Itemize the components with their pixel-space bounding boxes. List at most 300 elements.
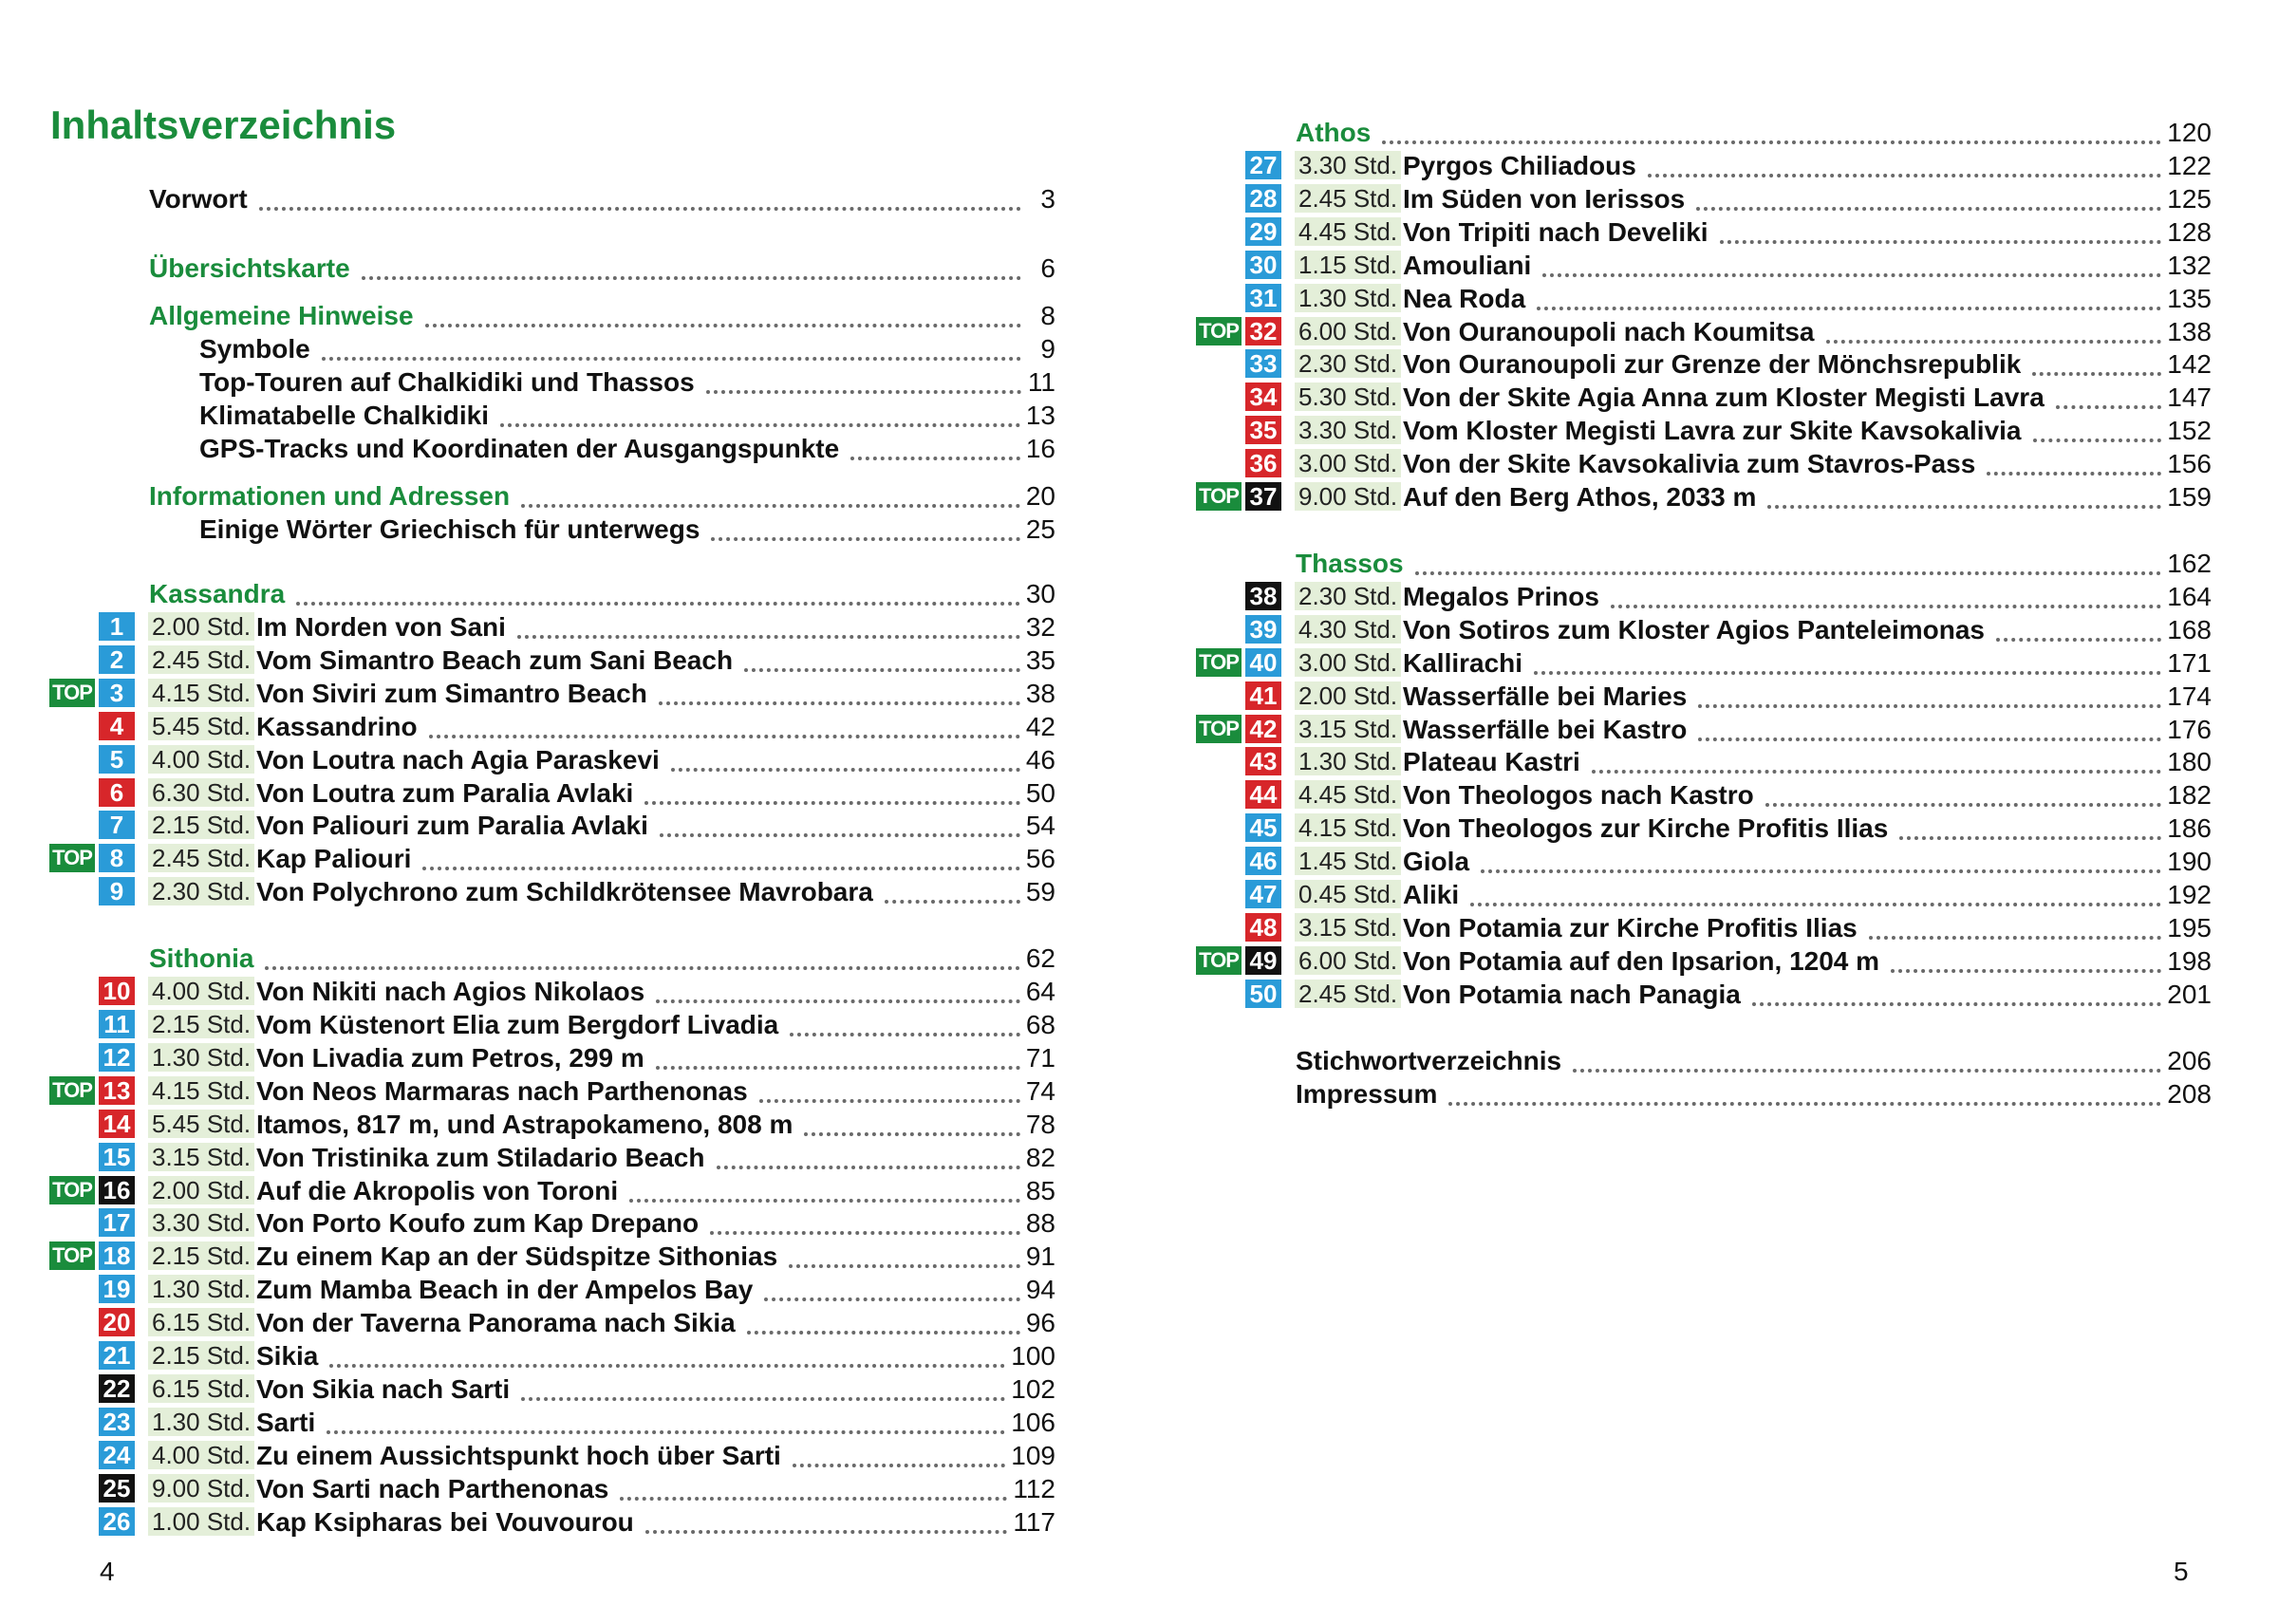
tour-duration: 6.15 Std. <box>148 1308 254 1336</box>
tour-page: 64 <box>1025 977 1055 1007</box>
tour-entry[interactable] <box>1403 215 2212 249</box>
tour-number-badge: 37 <box>1245 482 1281 511</box>
tour-page: 171 <box>2167 647 2212 678</box>
leader-dots <box>1415 570 2162 575</box>
tour-number-badge: 49 <box>1245 946 1281 975</box>
entry-page: 8 <box>1040 301 1055 330</box>
tour-title: Kap Paliouri <box>256 844 412 874</box>
tour-duration: 2.45 Std. <box>1295 184 1401 213</box>
entry-label: Symbole <box>199 334 310 364</box>
leader-dots <box>789 1263 1020 1268</box>
top-badge: TOP <box>1196 648 1242 677</box>
tour-number-badge: 44 <box>1245 780 1281 809</box>
tour-title: Von Neos Marmaras nach Parthenonas <box>256 1075 748 1106</box>
tour-number-badge: 21 <box>99 1341 135 1370</box>
tour-number-badge: 40 <box>1245 648 1281 677</box>
entry-label: Sithonia <box>149 943 254 974</box>
page-title: Inhaltsverzeichnis <box>50 103 397 147</box>
tour-number-badge: 31 <box>1245 284 1281 312</box>
tour-entry[interactable] <box>1403 778 2212 812</box>
tour-entry[interactable] <box>1403 680 2212 713</box>
tour-page: 201 <box>2167 979 2212 1009</box>
tour-number-badge: 18 <box>99 1241 135 1270</box>
entry-label: Thassos <box>1296 548 1404 578</box>
tour-entry[interactable] <box>1403 978 2212 1011</box>
tour-duration: 5.45 Std. <box>148 712 254 740</box>
entry-page: 25 <box>1025 514 1055 544</box>
leader-dots <box>1752 1001 2161 1006</box>
tour-number-badge: 7 <box>99 811 135 839</box>
tour-number-badge: 19 <box>99 1275 135 1303</box>
section-heading[interactable] <box>1296 116 2212 149</box>
tour-duration: 3.15 Std. <box>1295 913 1401 942</box>
tour-title: Kallirachi <box>1403 647 1523 678</box>
entry-page: 11 <box>1027 367 1055 397</box>
leader-dots <box>265 965 1019 970</box>
tour-title: Von der Skite Kavsokalivia zum Stavros-Pass <box>1403 449 1976 479</box>
tour-number-badge: 32 <box>1245 317 1281 345</box>
leader-dots <box>1891 968 2161 973</box>
tour-entry[interactable] <box>1403 182 2212 215</box>
tour-number-badge: 22 <box>99 1374 135 1403</box>
leader-dots <box>327 1429 1005 1434</box>
tour-entry[interactable] <box>256 1472 1055 1505</box>
tour-title: Vom Kloster Megisti Lavra zur Skite Kavsokalivia <box>1403 416 2022 446</box>
tour-title: Von Theologos zur Kirche Profitis Ilias <box>1403 813 1889 844</box>
tour-page: 35 <box>1025 644 1055 675</box>
tour-number-badge: 47 <box>1245 880 1281 908</box>
tour-title: Kap Ksipharas bei Vouvourou <box>256 1506 634 1537</box>
tour-duration: 6.00 Std. <box>1295 946 1401 975</box>
leader-dots <box>1448 1101 2161 1106</box>
tour-entry[interactable] <box>256 1108 1055 1141</box>
entry-page: 3 <box>1040 184 1055 214</box>
tour-title: Von Loutra nach Agia Paraskevi <box>256 744 660 775</box>
tour-entry[interactable] <box>256 1141 1055 1174</box>
leader-dots <box>885 899 1020 904</box>
tour-page: 46 <box>1025 744 1055 775</box>
tour-duration: 2.00 Std. <box>148 612 254 641</box>
tour-title: Plateau Kastri <box>1403 747 1580 777</box>
tour-number-badge: 3 <box>99 679 135 707</box>
tour-page: 152 <box>2167 416 2212 446</box>
leader-dots <box>329 1363 1005 1368</box>
tour-duration: 3.00 Std. <box>1295 449 1401 477</box>
tour-duration: 1.15 Std. <box>1295 251 1401 279</box>
tour-page: 54 <box>1025 811 1055 841</box>
tour-page: 71 <box>1025 1042 1055 1073</box>
tour-duration: 2.15 Std. <box>148 1010 254 1038</box>
tour-duration: 4.15 Std. <box>1295 813 1401 842</box>
section-heading[interactable] <box>1296 547 2212 580</box>
tour-entry[interactable] <box>1403 613 2212 646</box>
leader-dots <box>659 700 1020 705</box>
leader-dots <box>1470 902 2161 906</box>
top-badge: TOP <box>49 1176 95 1204</box>
tour-number-badge: 16 <box>99 1176 135 1204</box>
leader-dots <box>2032 371 2161 376</box>
tour-title: Zum Mamba Beach in der Ampelos Bay <box>256 1275 754 1305</box>
tour-title: Auf die Akropolis von Toroni <box>256 1175 619 1205</box>
tour-page: 42 <box>1025 711 1055 741</box>
tour-page: 106 <box>1011 1407 1055 1437</box>
tour-entry[interactable] <box>1403 447 2212 480</box>
tour-entry[interactable] <box>256 1505 1055 1539</box>
entry-page: 13 <box>1025 401 1055 430</box>
tour-page: 78 <box>1025 1109 1055 1139</box>
leader-dots <box>1767 504 2161 509</box>
tour-duration: 2.15 Std. <box>148 1341 254 1370</box>
tour-entry[interactable] <box>256 1074 1055 1108</box>
tour-title: Megalos Prinos <box>1403 581 1599 611</box>
tour-number-badge: 10 <box>99 977 135 1005</box>
tour-number-badge: 39 <box>1245 615 1281 644</box>
leader-dots <box>521 503 1020 508</box>
tour-number-badge: 17 <box>99 1208 135 1237</box>
tour-entry[interactable] <box>256 1240 1055 1273</box>
entry-label: Einige Wörter Griechisch für unterwegs <box>199 514 700 544</box>
tour-entry[interactable] <box>1403 911 2212 944</box>
tour-title: Von Sikia nach Sarti <box>256 1373 511 1404</box>
tour-page: 68 <box>1025 1010 1055 1039</box>
tour-duration: 4.45 Std. <box>1295 780 1401 809</box>
tour-page: 122 <box>2167 151 2212 180</box>
tour-entry[interactable] <box>1403 315 2212 348</box>
tour-page: 125 <box>2167 183 2212 214</box>
tour-duration: 2.30 Std. <box>1295 349 1401 378</box>
tour-page: 102 <box>1011 1373 1055 1404</box>
tour-number-badge: 27 <box>1245 151 1281 179</box>
tour-title: Von Polychrono zum Schildkrötensee Mavrobara <box>256 877 873 907</box>
toc-entry[interactable] <box>199 432 1055 465</box>
toc-entry[interactable] <box>199 513 1055 546</box>
tour-number-badge: 48 <box>1245 913 1281 942</box>
tour-page: 56 <box>1025 844 1055 874</box>
leader-dots <box>1382 140 2161 144</box>
tour-entry[interactable] <box>256 809 1055 842</box>
tour-title: Aliki <box>1403 880 1460 909</box>
leader-dots <box>645 1529 1008 1534</box>
tour-entry[interactable] <box>256 677 1055 710</box>
tour-entry[interactable] <box>256 1406 1055 1439</box>
entry-page: 9 <box>1040 334 1055 364</box>
tour-number-badge: 23 <box>99 1408 135 1436</box>
top-badge: TOP <box>49 1076 95 1105</box>
entry-page: 62 <box>1025 943 1055 974</box>
tour-number-badge: 9 <box>99 877 135 905</box>
tour-duration: 6.00 Std. <box>1295 317 1401 345</box>
tour-duration: 4.15 Std. <box>148 679 254 707</box>
leader-dots <box>1899 835 2161 840</box>
tour-entry[interactable] <box>1403 812 2212 845</box>
tour-title: Von Theologos nach Kastro <box>1403 780 1754 811</box>
tour-entry[interactable] <box>1403 414 2212 447</box>
tour-number-badge: 50 <box>1245 980 1281 1008</box>
tour-entry[interactable] <box>1403 713 2212 746</box>
tour-entry[interactable] <box>1403 149 2212 182</box>
toc-entry[interactable] <box>1296 1077 2212 1111</box>
tour-title: Sarti <box>256 1407 316 1437</box>
tour-duration: 4.30 Std. <box>1295 615 1401 644</box>
leader-dots <box>764 1297 1020 1301</box>
tour-duration: 1.30 Std. <box>1295 747 1401 775</box>
tour-number-badge: 2 <box>99 645 135 674</box>
leader-dots <box>259 206 1021 211</box>
tour-page: 176 <box>2167 714 2212 744</box>
leader-dots <box>660 832 1020 837</box>
tour-entry[interactable] <box>256 1206 1055 1240</box>
leader-dots <box>850 456 1020 460</box>
leader-dots <box>717 1165 1020 1169</box>
tour-title: Von Sarti nach Parthenonas <box>256 1473 609 1503</box>
leader-dots <box>1698 703 2161 708</box>
tour-entry[interactable] <box>1403 845 2212 878</box>
toc-entry[interactable] <box>199 332 1055 365</box>
tour-number-badge: 4 <box>99 712 135 740</box>
tour-page: 180 <box>2167 747 2212 777</box>
tour-duration: 2.45 Std. <box>148 645 254 674</box>
tour-duration: 9.00 Std. <box>1295 482 1401 511</box>
tour-page: 82 <box>1025 1142 1055 1172</box>
tour-page: 174 <box>2167 681 2212 711</box>
tour-number-badge: 12 <box>99 1043 135 1072</box>
tour-title: Von Ouranoupoli nach Koumitsa <box>1403 316 1815 346</box>
entry-page: 162 <box>2167 548 2212 578</box>
tour-entry[interactable] <box>256 842 1055 875</box>
tour-duration: 3.15 Std. <box>1295 715 1401 743</box>
toc-entry[interactable] <box>149 299 1055 332</box>
tour-entry[interactable] <box>256 776 1055 810</box>
tour-duration: 4.45 Std. <box>1295 217 1401 246</box>
tour-page: 74 <box>1025 1075 1055 1106</box>
leader-dots <box>1611 604 2161 608</box>
top-badge: TOP <box>49 679 95 707</box>
tour-duration: 4.15 Std. <box>148 1076 254 1105</box>
tour-entry[interactable] <box>256 710 1055 743</box>
tour-page: 192 <box>2167 880 2212 909</box>
leader-dots <box>2056 404 2162 409</box>
tour-entry[interactable] <box>1403 580 2212 613</box>
tour-title: Von der Skite Agia Anna zum Kloster Megisti Lavra <box>1403 383 2045 413</box>
tour-entry[interactable] <box>256 1439 1055 1472</box>
tour-duration: 3.30 Std. <box>1295 416 1401 444</box>
tour-title: Itamos, 817 m, und Astrapokameno, 808 m <box>256 1109 794 1139</box>
tour-number-badge: 36 <box>1245 449 1281 477</box>
tour-title: Von Tristinika zum Stiladario Beach <box>256 1142 705 1172</box>
tour-number-badge: 15 <box>99 1143 135 1171</box>
tour-title: Zu einem Aussichtspunkt hoch über Sarti <box>256 1440 781 1470</box>
leader-dots <box>1720 239 2162 244</box>
tour-number-badge: 46 <box>1245 847 1281 875</box>
toc-entry[interactable] <box>199 365 1055 399</box>
tour-duration: 3.15 Std. <box>148 1143 254 1171</box>
tour-entry[interactable] <box>1403 249 2212 282</box>
entry-page: 6 <box>1040 253 1055 283</box>
tour-title: Giola <box>1403 847 1470 877</box>
entry-page: 16 <box>1025 434 1055 463</box>
entry-label: Athos <box>1296 118 1372 147</box>
leader-dots <box>656 1065 1020 1070</box>
tour-duration: 2.00 Std. <box>1295 681 1401 710</box>
leader-dots <box>422 866 1019 870</box>
tour-entry[interactable] <box>256 1339 1055 1372</box>
tour-title: Von Potamia nach Panagia <box>1403 979 1741 1009</box>
tour-number-badge: 34 <box>1245 383 1281 411</box>
top-badge: TOP <box>1196 317 1242 345</box>
leader-dots <box>706 389 1021 394</box>
leader-dots <box>656 999 1020 1003</box>
leader-dots <box>517 634 1020 639</box>
leader-dots <box>429 734 1020 738</box>
tour-title: Von Potamia zur Kirche Profitis Ilias <box>1403 912 1858 943</box>
tour-entry[interactable] <box>256 1306 1055 1339</box>
tour-title: Von Loutra zum Paralia Avlaki <box>256 777 634 808</box>
entry-label: GPS-Tracks und Koordinaten der Ausgangspunkte <box>199 434 840 463</box>
tour-number-badge: 8 <box>99 844 135 872</box>
tour-entry[interactable] <box>1403 646 2212 680</box>
entry-label: Stichwortverzeichnis <box>1296 1045 1562 1075</box>
tour-page: 85 <box>1025 1175 1055 1205</box>
tour-number-badge: 41 <box>1245 681 1281 710</box>
tour-title: Von der Taverna Panorama nach Sikia <box>256 1308 736 1338</box>
tour-duration: 2.45 Std. <box>1295 980 1401 1008</box>
tour-duration: 5.45 Std. <box>148 1110 254 1138</box>
tour-page: 109 <box>1011 1440 1055 1470</box>
entry-label: Klimatabelle Chalkidiki <box>199 401 489 430</box>
tour-duration: 9.00 Std. <box>148 1474 254 1503</box>
leader-dots <box>711 536 1019 541</box>
tour-duration: 6.30 Std. <box>148 778 254 807</box>
leader-dots <box>747 1330 1020 1335</box>
tour-entry[interactable] <box>1403 745 2212 778</box>
tour-duration: 2.45 Std. <box>148 844 254 872</box>
tour-entry[interactable] <box>1403 944 2212 978</box>
tour-page: 94 <box>1025 1275 1055 1305</box>
tour-number-badge: 5 <box>99 745 135 774</box>
tour-entry[interactable] <box>256 975 1055 1008</box>
tour-page: 159 <box>2167 482 2212 512</box>
tour-duration: 1.30 Std. <box>148 1275 254 1303</box>
leader-dots <box>1826 339 2162 344</box>
leader-dots <box>759 1098 1020 1103</box>
tour-title: Im Süden von Ierissos <box>1403 183 1686 214</box>
tour-entry[interactable] <box>256 1372 1055 1406</box>
tour-number-badge: 29 <box>1245 217 1281 246</box>
tour-page: 50 <box>1025 777 1055 808</box>
toc-entry[interactable] <box>199 399 1055 432</box>
tour-number-badge: 6 <box>99 778 135 807</box>
tour-title: Vom Simantro Beach zum Sani Beach <box>256 644 734 675</box>
tour-entry[interactable] <box>256 1008 1055 1041</box>
tour-number-badge: 14 <box>99 1110 135 1138</box>
tour-entry[interactable] <box>1403 347 2212 381</box>
tour-page: 117 <box>1013 1506 1055 1537</box>
tour-page: 91 <box>1025 1241 1055 1272</box>
tour-page: 112 <box>1013 1473 1055 1503</box>
tour-page: 195 <box>2167 912 2212 943</box>
tour-page: 132 <box>2167 250 2212 280</box>
section-heading[interactable] <box>149 577 1055 610</box>
entry-label: Übersichtskarte <box>149 253 350 283</box>
tour-number-badge: 1 <box>99 612 135 641</box>
tour-title: Pyrgos Chiliadous <box>1403 151 1636 180</box>
tour-title: Von Paliouri zum Paralia Avlaki <box>256 811 648 841</box>
entry-label: Vorwort <box>149 184 248 214</box>
tour-entry[interactable] <box>1403 282 2212 315</box>
tour-page: 96 <box>1025 1308 1055 1338</box>
leader-dots <box>744 667 1020 672</box>
entry-page: 120 <box>2167 118 2212 147</box>
leader-dots <box>1537 306 2161 310</box>
leader-dots <box>500 422 1020 427</box>
leader-dots <box>1573 1068 2161 1073</box>
leader-dots <box>1698 737 2161 741</box>
tour-page: 182 <box>2167 780 2212 811</box>
tour-duration: 2.15 Std. <box>148 1241 254 1270</box>
tour-entry[interactable] <box>1403 480 2212 513</box>
tour-duration: 4.00 Std. <box>148 745 254 774</box>
tour-entry[interactable] <box>1403 878 2212 911</box>
tour-title: Vom Küstenort Elia zum Bergdorf Livadia <box>256 1010 779 1039</box>
tour-entry[interactable] <box>256 1041 1055 1074</box>
tour-title: Von Tripiti nach Develiki <box>1403 216 1708 247</box>
toc-entry[interactable] <box>149 252 1055 285</box>
entry-page: 30 <box>1025 579 1055 608</box>
tour-duration: 2.30 Std. <box>1295 582 1401 610</box>
tour-page: 138 <box>2167 316 2212 346</box>
tour-title: Wasserfälle bei Maries <box>1403 681 1688 711</box>
toc-entry[interactable] <box>149 479 1055 513</box>
tour-entry[interactable] <box>256 1273 1055 1306</box>
tour-title: Von Siviri zum Simantro Beach <box>256 678 647 708</box>
tour-duration: 3.30 Std. <box>1295 151 1401 179</box>
tour-page: 164 <box>2167 581 2212 611</box>
tour-duration: 2.30 Std. <box>148 877 254 905</box>
tour-title: Nea Roda <box>1403 283 1526 313</box>
tour-entry[interactable] <box>256 610 1055 644</box>
tour-duration: 1.30 Std. <box>148 1043 254 1072</box>
tour-number-badge: 25 <box>99 1474 135 1503</box>
tour-page: 32 <box>1025 612 1055 642</box>
leader-dots <box>1696 206 2161 211</box>
section-heading[interactable] <box>149 942 1055 975</box>
tour-number-badge: 13 <box>99 1076 135 1105</box>
tour-page: 198 <box>2167 945 2212 976</box>
tour-page: 135 <box>2167 283 2212 313</box>
leader-dots <box>1534 670 2161 675</box>
toc-entry[interactable] <box>1296 1044 2212 1077</box>
tour-entry[interactable] <box>256 1174 1055 1207</box>
tour-duration: 2.00 Std. <box>148 1176 254 1204</box>
top-badge: TOP <box>49 844 95 872</box>
leader-dots <box>1542 272 2161 277</box>
tour-duration: 1.30 Std. <box>1295 284 1401 312</box>
tour-title: Von Sotiros zum Kloster Agios Panteleimonas <box>1403 614 1985 644</box>
tour-entry[interactable] <box>256 743 1055 776</box>
tour-duration: 4.00 Std. <box>148 1441 254 1469</box>
tour-entry[interactable] <box>256 875 1055 908</box>
leader-dots <box>629 1198 1020 1203</box>
entry-label: Informationen und Adressen <box>149 481 511 511</box>
tour-entry[interactable] <box>1403 381 2212 414</box>
toc-entry[interactable] <box>149 182 1055 215</box>
tour-page: 88 <box>1025 1208 1055 1239</box>
tour-number-badge: 26 <box>99 1507 135 1536</box>
tour-entry[interactable] <box>256 644 1055 677</box>
entry-label: Kassandra <box>149 579 286 608</box>
leader-dots <box>425 323 1021 327</box>
tour-title: Von Potamia auf den Ipsarion, 1204 m <box>1403 945 1880 976</box>
